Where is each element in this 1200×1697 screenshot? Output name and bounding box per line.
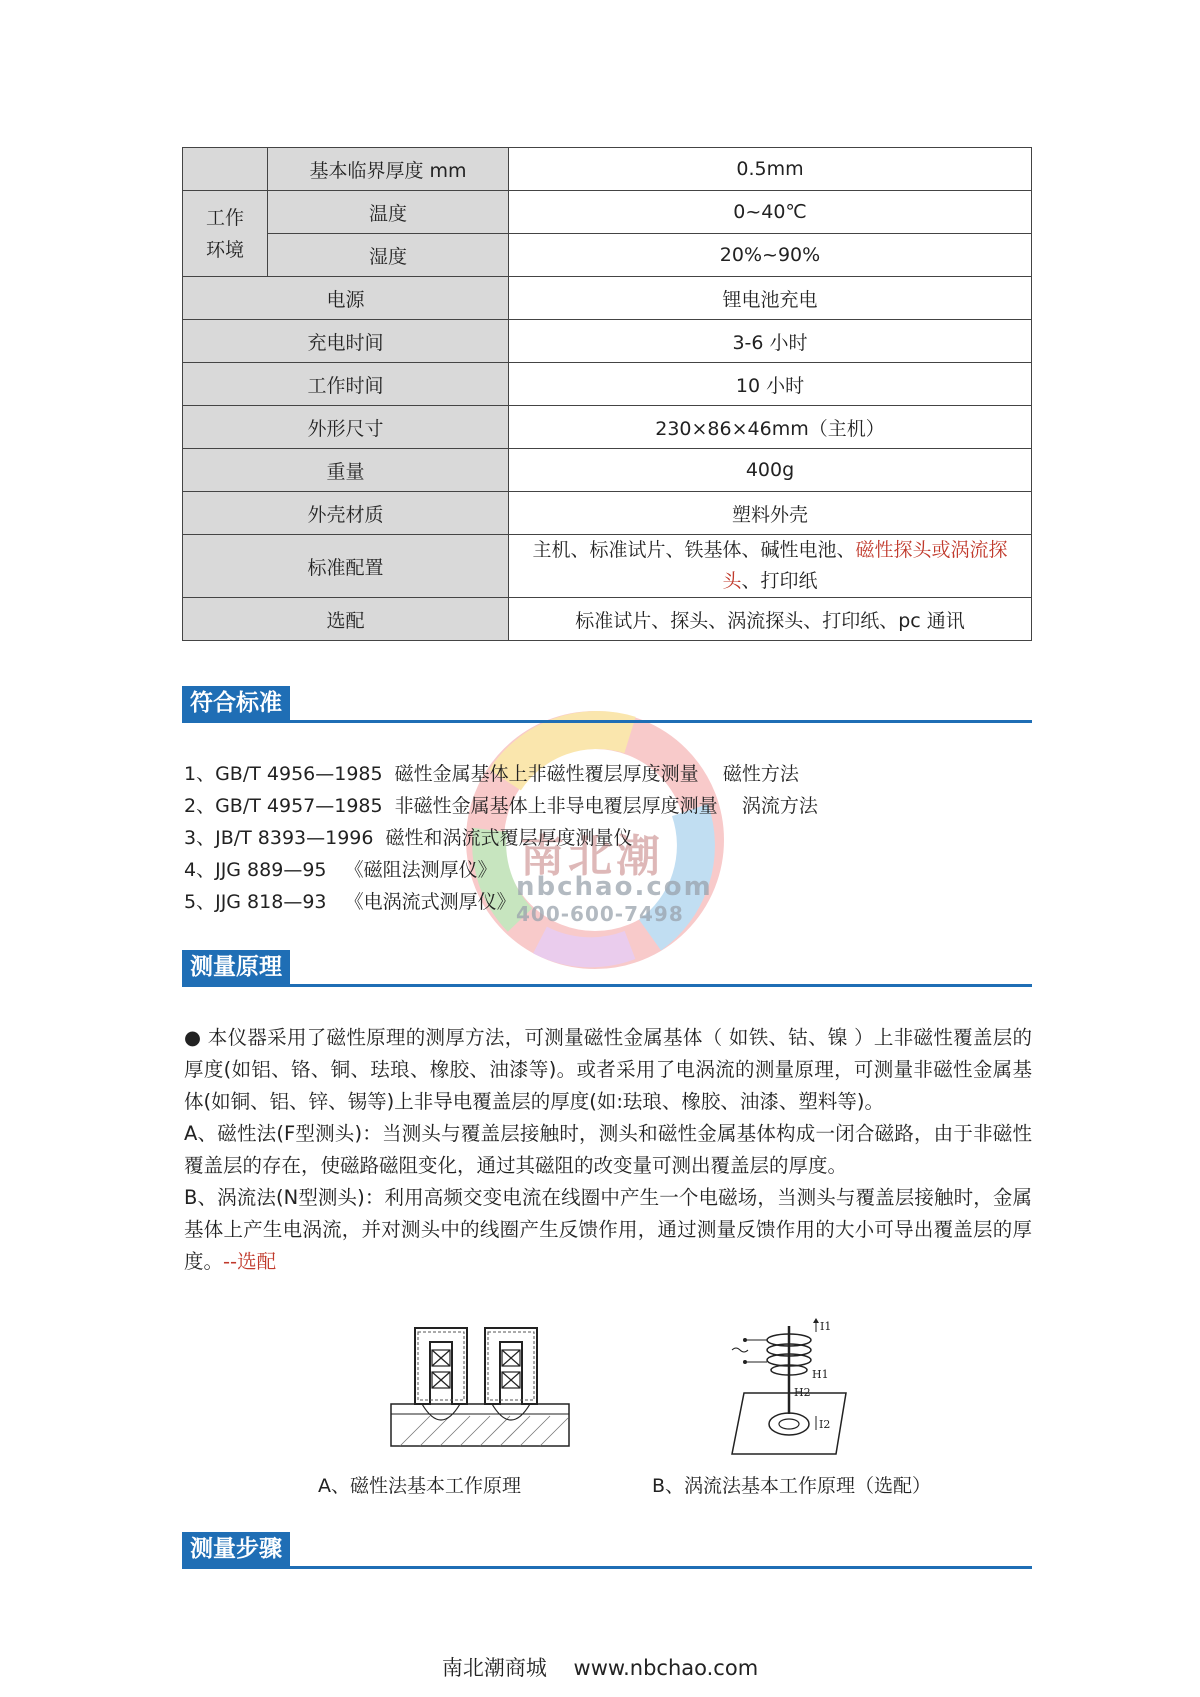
watermark-phone: 400-600-7498	[516, 902, 684, 926]
row-label: 充电时间	[183, 320, 509, 363]
footer-url: www.nbchao.com	[573, 1656, 759, 1680]
row-value: 0~40℃	[509, 191, 1032, 234]
section-title: 测量步骤	[182, 1532, 290, 1566]
row-label: 湿度	[268, 234, 509, 277]
table-row	[183, 320, 1032, 363]
label-h1: H1	[812, 1368, 829, 1381]
watermark-name: 南北潮	[520, 831, 664, 882]
group-cell-empty	[183, 148, 268, 191]
table-row	[183, 598, 1032, 641]
row-value: 0.5mm	[509, 148, 1032, 191]
principle-paragraph: ● 本仪器采用了磁性原理的测厚方法，可测量磁性金属基体（ 如铁、钴、镍 ）上非磁性覆盖层的厚度(如铝、铬、铜、珐琅、橡胶、油漆等)。或者采用了电涡流的测量原理，可测量非磁性金属基体(如铜、铝、锌、锡等)上非导电覆盖层的厚度(如:珐琅、橡胶、油漆、塑料等)。	[184, 1026, 1032, 1113]
spec-table	[182, 147, 1032, 641]
principle-paragraph: A、磁性法(F型测头)：当测头与覆盖层接触时，测头和磁性金属基体构成一闭合磁路，由于非磁性覆盖层的存在，使磁路磁阻变化，通过其磁阻的改变量可测出覆盖层的厚度。	[184, 1122, 1032, 1177]
principle-paragraph	[184, 1182, 1032, 1278]
standards-list	[184, 758, 818, 918]
row-value: 锂电池充电	[509, 277, 1032, 320]
row-value: 230×86×46mm（主机）	[509, 406, 1032, 449]
label-i1: I1	[820, 1320, 832, 1333]
row-value: 3-6 小时	[509, 320, 1032, 363]
row-value	[509, 535, 1032, 598]
row-label: 工作时间	[183, 363, 509, 406]
value-text: 主机、标准试片、铁基体、碱性电池、	[532, 539, 856, 561]
principle-text	[184, 1022, 1032, 1278]
row-value: 标准试片、探头、涡流探头、打印纸、pc 通讯	[509, 598, 1032, 641]
label-i2: I2	[819, 1418, 831, 1431]
row-label: 标准配置	[183, 535, 509, 598]
optional-note: --选配	[223, 1250, 277, 1273]
section-title: 符合标准	[182, 686, 290, 720]
section-header-principle	[182, 950, 1032, 987]
watermark-site: nbchao.com	[516, 872, 713, 902]
row-value: 10 小时	[509, 363, 1032, 406]
table-row	[183, 191, 1032, 234]
figure-b-caption: B、涡流法基本工作原理（选配）	[652, 1475, 932, 1497]
label-h2: H2	[794, 1386, 811, 1399]
table-row	[183, 535, 1032, 598]
row-label: 重量	[183, 449, 509, 492]
section-title: 测量原理	[182, 950, 290, 984]
row-label: 基本临界厚度 mm	[268, 148, 509, 191]
table-row	[183, 492, 1032, 535]
row-value: 20%~90%	[509, 234, 1032, 277]
row-label: 温度	[268, 191, 509, 234]
figure-a-caption: A、磁性法基本工作原理	[318, 1475, 521, 1497]
magnetic-method-diagram	[390, 1318, 570, 1448]
group-label: 工作 环境	[183, 191, 268, 277]
list-item: 1、GB/T 4956—1985 磁性金属基体上非磁性覆层厚度测量 磁性方法	[184, 763, 799, 785]
value-text: 、打印纸	[741, 570, 818, 592]
row-label: 外壳材质	[183, 492, 509, 535]
list-item: 3、JB/T 8393—1996 磁性和涡流式覆层厚度测量仪	[184, 827, 633, 849]
table-row	[183, 148, 1032, 191]
table-row	[183, 406, 1032, 449]
section-header-steps	[182, 1532, 1032, 1569]
table-row	[183, 363, 1032, 406]
table-row	[183, 449, 1032, 492]
list-item: 4、JJG 889—95 《磁阻法测厚仪》	[184, 859, 497, 881]
section-header-standards	[182, 686, 1032, 723]
row-label: 电源	[183, 277, 509, 320]
eddy-current-diagram	[726, 1318, 861, 1458]
page-footer	[0, 1652, 1200, 1682]
table-row	[183, 234, 1032, 277]
table-row	[183, 277, 1032, 320]
value-highlight: 磁性探头或涡流探头	[722, 539, 1008, 592]
footer-name: 南北潮商城	[441, 1656, 547, 1680]
principle-text-b: B、涡流法(N型测头)：利用高频交变电流在线圈中产生一个电磁场，当测头与覆盖层接触时，金属基体上产生电涡流，并对测头中的线圈产生反馈作用，通过测量反馈作用的大小可导出覆盖层的厚度。	[184, 1186, 1032, 1273]
row-value: 塑料外壳	[509, 492, 1032, 535]
list-item: 5、JJG 818—93 《电涡流式测厚仪》	[184, 891, 516, 913]
row-label: 选配	[183, 598, 509, 641]
row-label: 外形尺寸	[183, 406, 509, 449]
list-item: 2、GB/T 4957—1985 非磁性金属基体上非导电覆层厚度测量 涡流方法	[184, 795, 818, 817]
row-value: 400g	[509, 449, 1032, 492]
